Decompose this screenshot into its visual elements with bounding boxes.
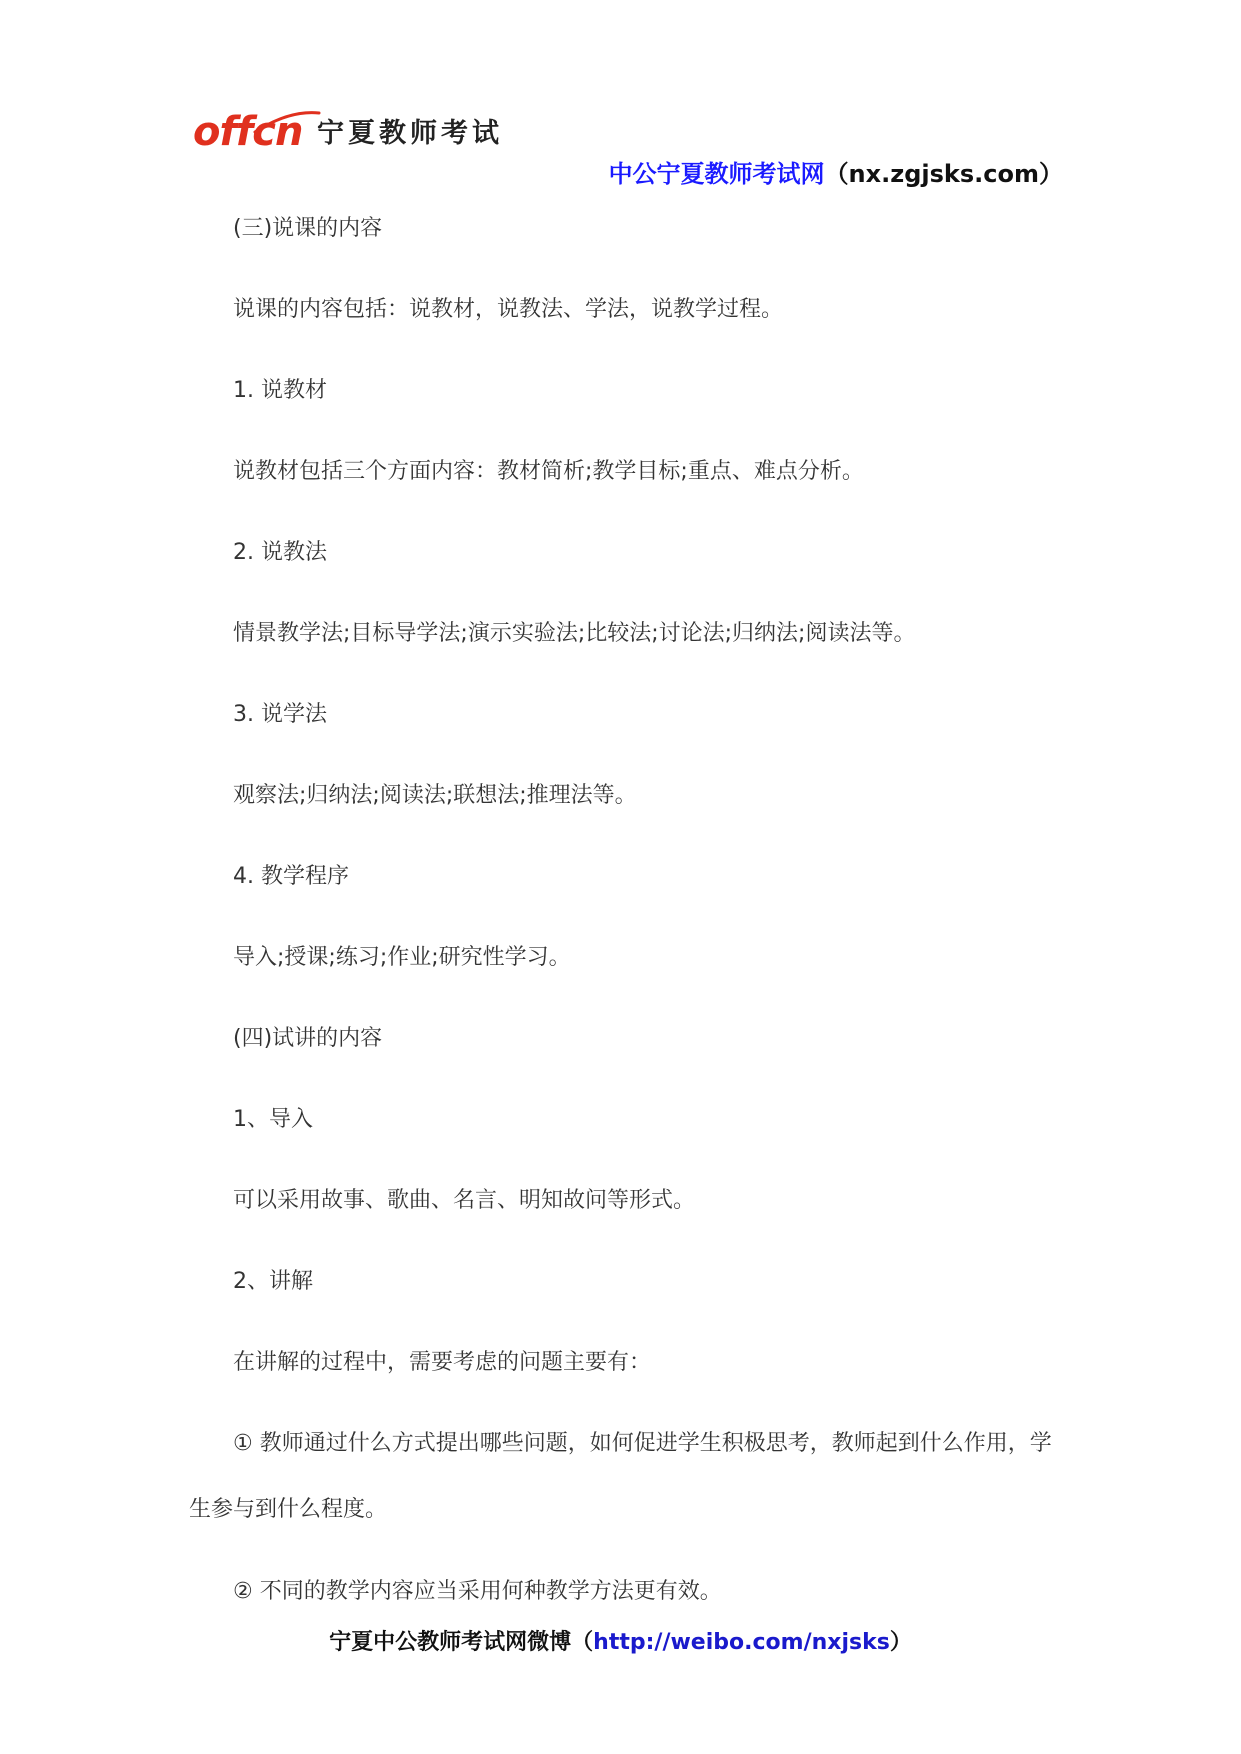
paragraph: 可以采用故事、歌曲、名言、明知故问等形式。 (233, 1188, 696, 1213)
subheading: 1. 说教材 (233, 378, 327, 403)
subheading: 4. 教学程序 (233, 864, 349, 889)
logo-swoosh-icon (193, 108, 323, 138)
paragraph: 导入;授课;练习;作业;研究性学习。 (233, 945, 571, 970)
subheading: 2. 说教法 (233, 540, 327, 565)
footer-close-paren: ） (889, 1630, 912, 1655)
paragraph: 说课的内容包括：说教材，说教法、学法，说教学过程。 (233, 297, 784, 322)
paragraph: 情景教学法;目标导学法;演示实验法;比较法;讨论法;归纳法;阅读法等。 (233, 621, 916, 646)
section-heading-trial-lecture: (四)试讲的内容 (233, 1026, 383, 1051)
site-name: 中公宁夏教师考试网 (608, 160, 825, 188)
list-item-2: ② 不同的教学内容应当采用何种教学方法更有效。 (233, 1579, 722, 1604)
paragraph: 在讲解的过程中，需要考虑的问题主要有： (233, 1350, 652, 1375)
site-url: （nx.zgjsks.com） (824, 160, 1063, 188)
footer-weibo-url: http://weibo.com/nxjsks (593, 1630, 890, 1655)
site-banner (609, 158, 1063, 190)
paragraph: 说教材包括三个方面内容：教材简析;教学目标;重点、难点分析。 (233, 459, 864, 484)
footer-weibo-label: 宁夏中公教师考试网微博（ (329, 1630, 594, 1655)
footer-weibo (0, 1627, 1241, 1659)
list-item-1-line-2: 生参与到什么程度。 (189, 1497, 388, 1522)
subheading: 1、导入 (233, 1107, 313, 1132)
list-item-1-line-1: ① 教师通过什么方式提出哪些问题，如何促进学生积极思考，教师起到什么作用，学 (233, 1431, 1052, 1456)
paragraph: 观察法;归纳法;阅读法;联想法;推理法等。 (233, 783, 637, 808)
section-heading-lecture-content: (三)说课的内容 (233, 216, 383, 241)
document-body (0, 188, 1241, 1632)
offcn-logo (193, 108, 523, 156)
logo-brand-text: offcn (193, 109, 303, 155)
logo-subtitle: 宁夏教师考试 (317, 118, 503, 149)
subheading: 3. 说学法 (233, 702, 327, 727)
subheading: 2、讲解 (233, 1269, 313, 1294)
